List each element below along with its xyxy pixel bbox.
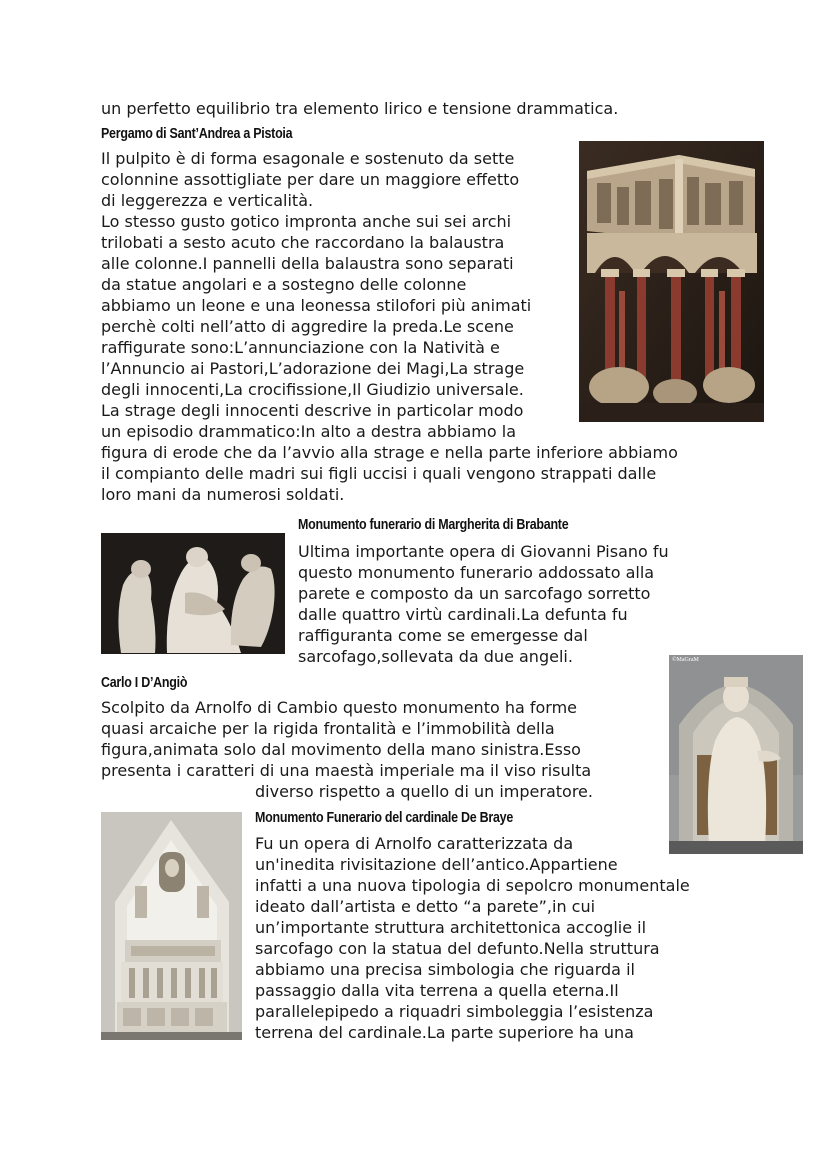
carlo-line: figura,animata solo dal movimento della mano sinistra.Esso [101,740,581,759]
debraye-line: Fu un opera di Arnolfo caratterizzata da [255,834,574,853]
debraye-line: abbiamo una precisa simbologia che riguarda il [255,960,635,979]
photo-watermark: ©MaGraM [672,657,699,663]
pistoia-line: perchè colti nell’atto di aggredire la preda.Le scene [101,317,514,336]
margherita-line: sarcofago,sollevata da due angeli. [298,647,573,666]
pistoia-line: abbiamo un leone e una leonessa stilofori più animati [101,296,532,315]
margherita-line: Ultima importante opera di Giovanni Pisano fu [298,542,669,561]
debraye-line: terrena del cardinale.La parte superiore ha una [255,1023,634,1042]
pistoia-line: loro mani da numerosi soldati. [101,485,345,504]
pistoia-line: di leggerezza e verticalità. [101,191,314,210]
carlo-line: presenta i caratteri di una maestà imperiale ma il viso risulta [101,761,592,780]
heading-debraye: Monumento Funerario del cardinale De Braye [255,810,514,826]
intro-line: un perfetto equilibrio tra elemento lirico e tensione drammatica. [101,99,619,118]
carlo-photo [669,655,803,854]
pistoia-line: il compianto delle madri sui figli uccisi i quali vengono strappati dalle [101,464,657,483]
margherita-line: raffiguranta come se emergesse dal [298,626,588,645]
debraye-line: ideato dall’artista e detto “a parete”,in cui [255,897,596,916]
margherita-line: questo monumento funerario addossato alla [298,563,655,582]
pistoia-line: un episodio drammatico:In alto a destra abbiamo la [101,422,517,441]
margherita-photo [101,533,285,654]
pulpit-photo [579,141,764,422]
debraye-line: parallelepipedo a riquadri simboleggia l’esistenza [255,1002,654,1021]
carlo-line: quasi arcaiche per la rigida frontalità e l’immobilità della [101,719,555,738]
pistoia-line: figura di erode che da l’avvio alla strage e nella parte inferiore abbiamo [101,443,678,462]
heading-margherita: Monumento funerario di Margherita di Brabante [298,517,569,533]
carlo-line: Scolpito da Arnolfo di Cambio questo monumento ha forme [101,698,578,717]
debraye-line: passaggio dalla vita terrena a quella eterna.Il [255,981,619,1000]
debraye-line: sarcofago con la statua del defunto.Nella struttura [255,939,660,958]
margherita-line: dalle quattro virtù cardinali.La defunta fu [298,605,628,624]
heading-pistoia: Pergamo di Sant’Andrea a Pistoia [101,126,293,142]
carlo-line: diverso rispetto a quello di un imperatore. [255,782,593,801]
pistoia-line: raffigurate sono:L’annunciazione con la Natività e [101,338,500,357]
debraye-photo [101,812,242,1040]
pistoia-line: alle colonne.I pannelli della balaustra sono separati [101,254,514,273]
pistoia-line: trilobati a sesto acuto che raccordano la balaustra [101,233,505,252]
debraye-line: un’importante struttura architettonica accoglie il [255,918,647,937]
pistoia-line: Lo stesso gusto gotico impronta anche sui sei archi [101,212,512,231]
debraye-line: infatti a una nuova tipologia di sepolcro monumentale [255,876,690,895]
pistoia-line: La strage degli innocenti descrive in particolar modo [101,401,524,420]
pistoia-line: l’Annuncio ai Pastori,L’adorazione dei Magi,La strage [101,359,525,378]
margherita-line: parete e composto da un sarcofago sorretto [298,584,651,603]
heading-carlo: Carlo I D’Angiò [101,675,188,691]
debraye-line: un'inedita rivisitazione dell’antico.Appartiene [255,855,618,874]
pistoia-line: Il pulpito è di forma esagonale e sostenuto da sette [101,149,515,168]
pistoia-line: colonnine assottigliate per dare un maggiore effetto [101,170,520,189]
pistoia-line: da statue angolari e a sostegno delle colonne [101,275,467,294]
pistoia-line: degli innocenti,La crocifissione,Il Giudizio universale. [101,380,524,399]
